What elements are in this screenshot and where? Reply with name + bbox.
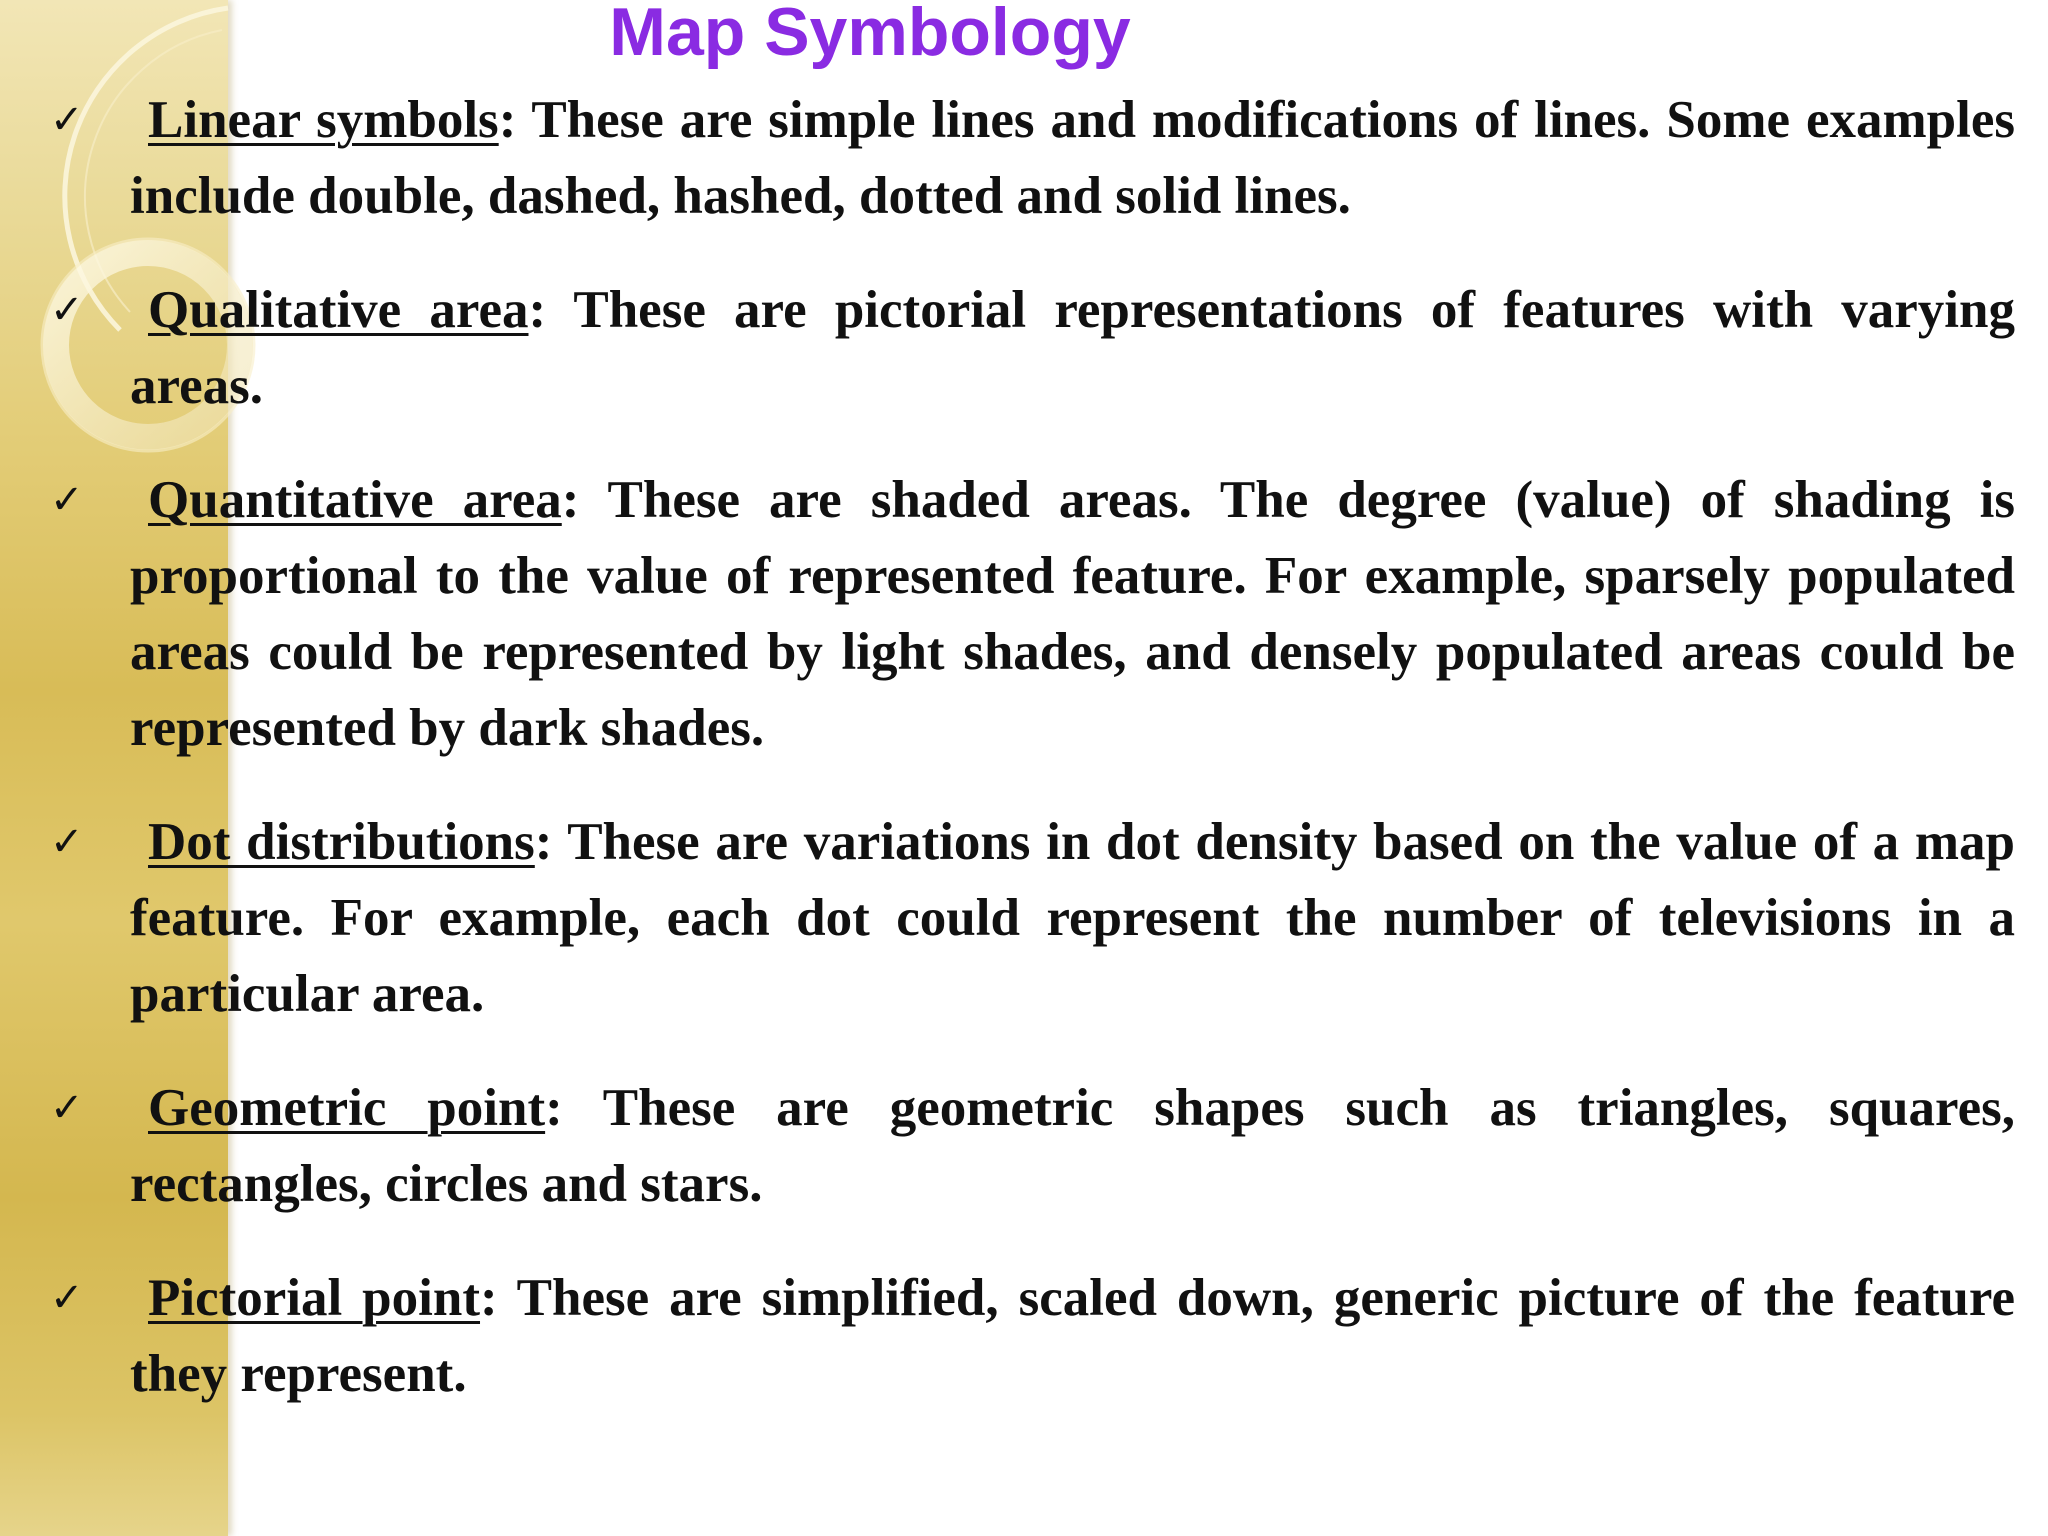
check-icon: ✓ bbox=[50, 287, 84, 333]
check-icon: ✓ bbox=[50, 97, 84, 143]
item-term: Qualitative area bbox=[148, 281, 529, 339]
item-term: Quantitative area bbox=[148, 471, 562, 529]
item-text: : These are simplified, scaled down, generic picture of the feature they represent. bbox=[130, 1269, 2015, 1403]
item-text: : These are variations in dot density based on the value of a map feature. For example, each dot could represent the number of televisions in a particular area. bbox=[130, 813, 2016, 1023]
item-term: Pictorial point bbox=[148, 1269, 481, 1327]
item-term: Linear symbols bbox=[148, 91, 499, 149]
list-item bbox=[50, 1070, 2015, 1222]
list-item bbox=[50, 462, 2015, 766]
item-text: : These are simple lines and modifications of lines. Some examples include double, dashed, hashed, dotted and solid lines. bbox=[130, 91, 2015, 225]
item-term: Dot distributions bbox=[148, 813, 535, 871]
item-text: : These are geometric shapes such as triangles, squares, rectangles, circles and stars. bbox=[130, 1079, 2015, 1213]
check-icon: ✓ bbox=[50, 819, 84, 865]
item-text: : These are pictorial representations of features with varying areas. bbox=[130, 281, 2015, 415]
list-item bbox=[50, 272, 2015, 424]
check-icon: ✓ bbox=[50, 1275, 84, 1321]
check-icon: ✓ bbox=[50, 1085, 84, 1131]
list-item bbox=[50, 1260, 2015, 1412]
bullet-list bbox=[50, 82, 2015, 1450]
list-item bbox=[50, 804, 2015, 1032]
item-term: Geometric point bbox=[148, 1079, 546, 1137]
list-item bbox=[50, 82, 2015, 234]
slide-title: Map Symbology bbox=[609, 0, 1131, 70]
check-icon: ✓ bbox=[50, 477, 84, 523]
item-text: : These are shaded areas. The degree (value) of shading is proportional to the value of represented feature. For example, sparsely populated areas could be represented by light shades, and densely populated areas could be represented by dark shades. bbox=[130, 471, 2015, 757]
